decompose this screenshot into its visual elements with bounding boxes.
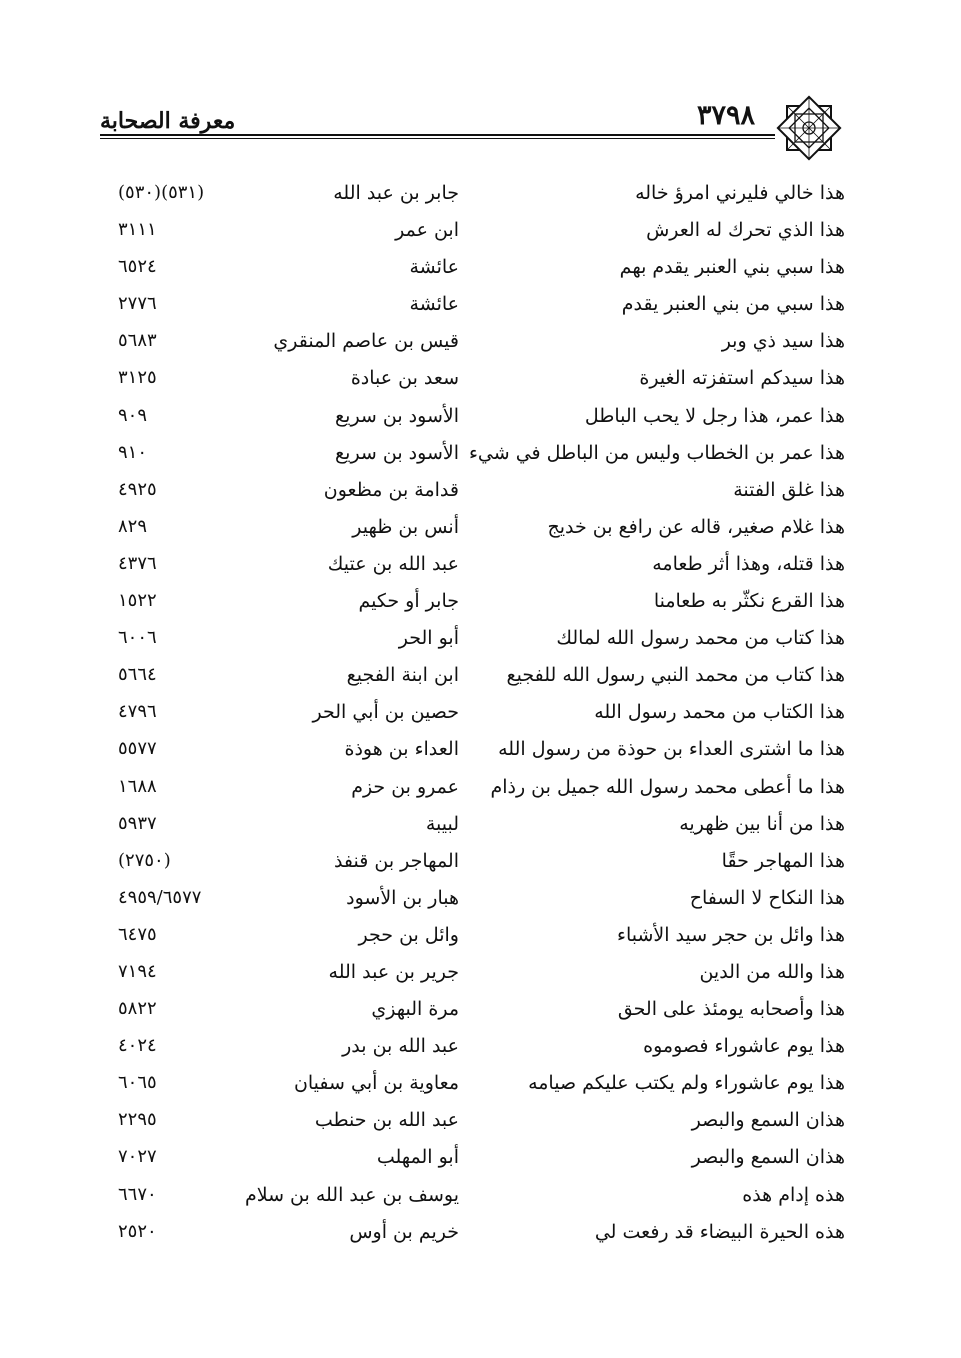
narrator-name: قدامة بن مظعون [323, 478, 459, 501]
index-row [100, 955, 845, 992]
hadith-number: ٣١١١ [118, 219, 157, 241]
index-row [100, 1029, 845, 1066]
hadith-text: هذا غلق الفتنة [733, 478, 845, 501]
hadith-number: ٦٥٢٤ [118, 256, 157, 278]
index-row [100, 658, 845, 695]
hadith-text: هذا والله من الدين [699, 960, 845, 983]
page-header [100, 92, 845, 170]
index-row [100, 1178, 845, 1215]
index-row [100, 473, 845, 510]
page-number: ٣٧٩٨ [696, 100, 755, 131]
narrator-name: لبيبة [425, 812, 459, 835]
index-row [100, 1140, 845, 1177]
hadith-number: ٥٨٢٢ [118, 998, 157, 1020]
narrator-name: مرة البهزي [371, 998, 459, 1021]
hadith-text: هذه الحيرة البيضاء قد رفعت لي [594, 1220, 845, 1243]
hadith-text: هذا سيد ذي وبر [721, 330, 845, 353]
header-rule-thin [100, 138, 775, 139]
index-row [100, 1066, 845, 1103]
narrator-name: الأسود بن سريع [335, 404, 459, 427]
index-row [100, 213, 845, 250]
hadith-number: ٤٩٥٩/٦٥٧٧ [118, 886, 202, 908]
hadith-number: ٧٠٢٧ [118, 1146, 157, 1168]
narrator-name: جابر أو حكيم [358, 590, 459, 613]
narrator-name: الأسود بن سريع [335, 441, 459, 464]
hadith-number: ٤٣٧٦ [118, 552, 157, 574]
index-row [100, 770, 845, 807]
narrator-name: عبد الله بن حنطب [314, 1109, 459, 1132]
hadith-number: ٣١٢٥ [118, 367, 157, 389]
narrator-name: أنس بن ظهير [352, 515, 459, 538]
hadith-number: ٩١٠ [118, 441, 148, 463]
index-row [100, 361, 845, 398]
index-row [100, 918, 845, 955]
hadith-text: هذا وأصحابه يومئذ على الحق [617, 998, 845, 1021]
narrator-name: جابر بن عبد الله [333, 182, 459, 204]
narrator-name: عبد الله بن عتيك [327, 552, 459, 575]
index-row [100, 510, 845, 547]
narrator-name: ابن ابنة الفجيع [346, 664, 459, 687]
hadith-text: هذا يوم عاشوراء ولم يكتب عليكم صيامه [528, 1072, 845, 1095]
index-row [100, 844, 845, 881]
book-title: معرفة الصحابة [100, 108, 236, 134]
index-row [100, 250, 845, 287]
index-row [100, 1103, 845, 1140]
hadith-number: ٦٦٧٠ [118, 1183, 157, 1205]
star-ornament-icon [773, 92, 845, 164]
hadith-text: هذان السمع والبصر [691, 1146, 845, 1169]
hadith-text: هذا سبي من بني العنبر يقدم [621, 293, 845, 316]
hadith-number: ٢٢٩٥ [118, 1109, 157, 1131]
hadith-number: ٢٧٧٦ [118, 293, 157, 315]
hadith-text: هذا سيدكم استفزته الغيرة [639, 367, 845, 390]
index-row [100, 992, 845, 1029]
hadith-text: هذا عمر، هذا رجل لا يحب الباطل [584, 404, 845, 427]
narrator-name: عبد الله بن بدر [342, 1035, 459, 1058]
hadith-number: ١٥٢٢ [118, 590, 157, 612]
hadith-text: هذا المهاجر حقًا [721, 849, 845, 872]
hadith-index [100, 176, 845, 1252]
hadith-text: هذا ما أعطى محمد رسول الله جميل بن رذام [490, 775, 845, 798]
hadith-text: هذا يوم عاشوراء فصوموه [643, 1035, 845, 1058]
header-rule [100, 134, 775, 136]
narrator-name: أبو المهلب [376, 1146, 459, 1169]
hadith-text: هذا غلام صغير، قاله عن رافع بن خديج [547, 515, 845, 538]
index-row [100, 547, 845, 584]
hadith-number: ٥٥٧٧ [118, 738, 157, 760]
hadith-number: ٥٦٦٤ [118, 664, 157, 686]
hadith-text: هذا كتاب من محمد النبي رسول الله للفجيع [506, 664, 845, 687]
index-row [100, 807, 845, 844]
hadith-number: ٨٢٩ [118, 515, 148, 537]
narrator-name: هبار بن الأسود [346, 886, 459, 909]
hadith-number: ٦٠٦٥ [118, 1072, 157, 1094]
index-row [100, 399, 845, 436]
narrator-name: خريم بن أوس [349, 1220, 459, 1243]
narrator-name: يوسف بن عبد الله بن سلام [244, 1183, 459, 1206]
hadith-number: (٥٣٠)(٥٣١) [118, 182, 205, 203]
narrator-name: عائشة [409, 256, 459, 279]
hadith-text: هذا من أنا بين ظهريه [679, 812, 845, 835]
narrator-name: العداء بن هوذة [344, 738, 459, 761]
hadith-text: هذا القرع نكثّر به طعامنا [653, 590, 845, 613]
narrator-name: المهاجر بن قنفذ [333, 849, 459, 872]
hadith-number: ٦٠٠٦ [118, 627, 157, 649]
hadith-number: (٢٧٥٠) [118, 849, 171, 871]
hadith-number: ٤٠٢٤ [118, 1035, 157, 1057]
index-row [100, 287, 845, 324]
hadith-number: ١٦٨٨ [118, 775, 157, 797]
index-row [100, 732, 845, 769]
hadith-text: هذان السمع والبصر [691, 1109, 845, 1132]
index-row [100, 584, 845, 621]
index-row [100, 324, 845, 361]
hadith-text: هذا قتله، وهذا أثر طعامه [652, 552, 845, 575]
hadith-text: هذا خالي فليرني امرؤ خاله [635, 182, 845, 204]
narrator-name: سعد بن عبادة [350, 367, 459, 390]
hadith-number: ٥٩٣٧ [118, 812, 157, 834]
hadith-text: هذا ما اشترى العداء بن حوذة من رسول الله [498, 738, 845, 761]
narrator-name: عائشة [409, 293, 459, 316]
hadith-text: هذه إدام هذه [742, 1183, 845, 1206]
hadith-number: ٥٦٨٣ [118, 330, 157, 352]
narrator-name: جرير بن عبد الله [328, 960, 459, 983]
hadith-number: ٩٠٩ [118, 404, 148, 426]
narrator-name: عمرو بن حزم [351, 775, 459, 798]
narrator-name: وائل بن حجر [358, 923, 459, 946]
hadith-number: ٤٧٩٦ [118, 701, 157, 723]
hadith-text: هذا وائل بن حجر سيد الأشباء [617, 923, 845, 946]
index-row [100, 436, 845, 473]
index-row [100, 621, 845, 658]
hadith-text: هذا كتاب من محمد رسول الله لمالك [556, 627, 845, 650]
hadith-number: ٤٩٢٥ [118, 478, 157, 500]
hadith-text: هذا عمر بن الخطاب وليس من الباطل في شيء [468, 441, 845, 464]
narrator-name: أبو الحر [398, 627, 459, 650]
narrator-name: معاوية بن أبي سفيان [293, 1072, 459, 1095]
hadith-text: هذا سبي بني العنبر يقدم بهم [619, 256, 845, 279]
hadith-text: هذا النكاح لا السفاح [689, 886, 845, 909]
narrator-name: قيس بن عاصم المنقري [273, 330, 459, 353]
index-row [100, 176, 845, 213]
hadith-number: ٢٥٢٠ [118, 1220, 157, 1242]
hadith-number: ٧١٩٤ [118, 960, 157, 982]
index-row [100, 1215, 845, 1252]
index-row [100, 881, 845, 918]
hadith-number: ٦٤٧٥ [118, 923, 157, 945]
narrator-name: حصين بن أبي الحر [312, 701, 459, 724]
narrator-name: ابن عمر [395, 219, 459, 242]
index-row [100, 695, 845, 732]
hadith-text: هذا الكتاب من محمد رسول الله [594, 701, 845, 724]
hadith-text: هذا الذي تحرك له العرش [646, 219, 845, 242]
